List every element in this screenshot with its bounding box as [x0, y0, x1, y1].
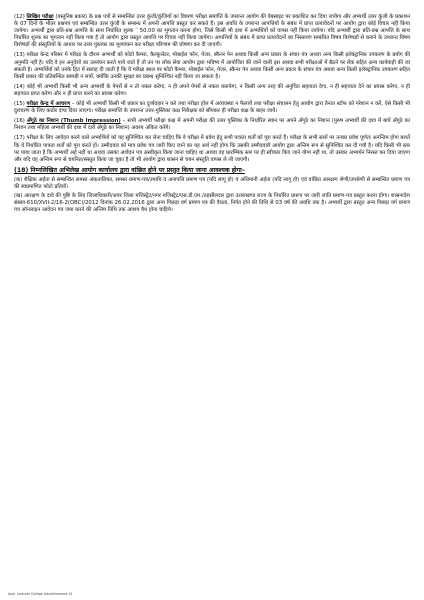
- section-text: – कोई भी अभ्यर्थी किसी भी प्रकार का दुर्व्यवहार न करे तथा परीक्षा हॉल में अव्यवस्था न फैलायें तथा परीक्षा संचालन हेतु आयोग द्वारा तैनात स्टॉफ को परेशान न करें, ऐसे किसी भी दुराचरण के लिए कठोर दण्ड दिया जाएगा। परीक्षा समाप्ति के उपरान्त उत्तर-पुस्तिका कक्ष निरीक्षक को सौंपकर ही परीक्षा कक्ष के बाहर जायें।: [14, 101, 411, 115]
- section-14: [14, 84, 410, 98]
- section-17: [14, 135, 410, 163]
- section-heading: लिखित परीक्षा: [26, 14, 54, 20]
- section-heading: निम्नलिखित अभिलेख आयोग कार्यालय द्वारा वांछित होने पर प्रस्तुत किया जाना आवश्यक होगा–: [30, 166, 245, 174]
- section-16: [14, 118, 410, 132]
- section-18: [14, 167, 410, 214]
- list-item: [14, 177, 410, 191]
- section-number: (13): [14, 52, 25, 59]
- page-footer: Asst. Lecturer College Advertisement-14: [8, 592, 73, 596]
- section-number: (17): [14, 135, 25, 142]
- section-text: कोई भी अभ्यर्थी किसी भी अन्य अभ्यर्थी के पेपरों से न तो नकल करेगा, न ही अपने पेपरों से नकल करायेगा, न किसी अन्य तरह की अनुचित सहायता देगा, न ही सहायता देने का प्रयास करेगा, न ही सहायता प्राप्त करेगा और न ही प्राप्त करने का प्रयास करेगा।: [14, 83, 410, 97]
- section-15: [14, 101, 410, 115]
- list-item: [14, 193, 410, 214]
- section-number: (14): [14, 83, 25, 90]
- section-text: – सभी अभ्यर्थी परीक्षा कक्ष में अपनी परीक्षा की उत्तर पुस्तिका के निर्धारित स्थान पर अपने अँगूठे का निशान (पुरुष अभ्यर्थी की दशा में बायें अँगूठे का निशान तथा महिला अभ्यर्थी की दशा में दायें अँगूठे का निशान) अवश्य अंकित करेंगे।: [14, 118, 411, 132]
- section-number: (15): [14, 101, 25, 108]
- section-text: परीक्षा केन्द्र परिसर में परीक्षा के दौरान अभ्यर्थी को फोटो कैमरा, कैल्कुलेटर, मोबाईल फोन, पेजर, स्कैनर पेन अथवा किसी अन्य प्रकार के संचार यंत्र अथवा अन्य किसी इलेक्ट्रानिक उपकरण के प्रयोग की अनुमति नहीं है। यदि वे इन अनुदेशों का उल्लंघन करते पाये जाते हैं तो उन पर लोक सेवा आयोग द्वारा भविष्य में आयोजित की जाने वाली इस अथवा सभी परीक्षाओं में बैठने पर रोक सहित अन्य कार्यवाही की जा सकती है। अभ्यर्थियों को उनके हित में सलाह दी जाती है कि वे परीक्षा स्थल पर फोटो कैमरा, मोबाईल फोन, पेजर, स्कैनर पेन अथवा किसी अन्य प्रकार के संचार यंत्र अथवा अन्य किसी इलेक्ट्रानिक उपकरण सहित किसी प्रकार की प्रतिबन्धित सामग्री न लायें, क्योंकि उनकी सुरक्षा का प्रबन्ध सुनिश्चित नहीं किया जा सकता है।: [14, 52, 410, 80]
- section-text: (वस्तुनिष्ठ प्रकार) के प्रश्न पत्रों से सम्बन्धित उत्तर कुंजी/कुंजियों का विवरण परीक्षा समाप्ति के उपरान्त आयोग की वेबसाइट पर प्रकाशित कर दिया जायेगा और अभ्यर्थी उत्तर कुंजी के प्रकाशन के 07 दिनों के भीतर प्रश्नपत्र एवं सम्बन्धित उत्तर कुंजी के सम्बन्ध में अपनी आपत्ति प्रस्तुत कर सकते हैं। इस अवधि के उपरान्त आपत्तियों के संबंध में प्राप्त प्रत्यावेदनों पर आयोग द्वारा कोई विचार नहीं किया जायेगा। अभ्यर्थी द्वारा प्रति-प्रश्न आपत्ति के साथ निर्धारित शुल्क ` 50.00 का भुगतान करना होगा, जिसे किसी भी दशा में अभ्यर्थियों को वापस नहीं किया जायेगा। यदि अभ्यर्थी द्वारा प्रति-प्रश्न आपत्ति के साथ निर्धारित शुल्क का भुगतान नहीं किया गया है तो आयोग द्वारा प्रस्तुत आपत्ति पर विचार नहीं किया जायेगा। आपत्तियों के संबंध में प्राप्त प्रत्यावेदनों का निस्तारण सम्बंधित विषय विशेषज्ञों से कराने के उपरान्त विषय विशेषज्ञों की संस्तुतियों के आधार पर उत्तर पुस्तका का मूल्यांकन कर परीक्षा परिणाम की घोषणा कर दी जाएगी।: [14, 14, 411, 49]
- section-number: (18): [14, 166, 29, 174]
- item-number: (क): [14, 176, 23, 183]
- document-page: [14, 14, 410, 217]
- section-13: [14, 52, 410, 80]
- item-text: शैक्षिक अर्हता से सम्बन्धित समस्त अंकतालिका, समस्त प्रमाण-पत्र/उपाधि व अनापत्ति प्रमाण पत्र (यदि लागू हो) व अधिमानी अर्हता (यदि लागू हो) एवं वांछित आरक्षण श्रेणी/उपश्रेणी से सम्बन्धित प्रमाण पत्र की स्वप्रमाणित फोटो प्रतियाँ।: [14, 176, 411, 190]
- section-text: परीक्षा के लिए आवेदन करने वाले अभ्यर्थियों को यह सुनिश्चित कर लेना चाहिए कि वे परीक्षा में प्रवेश हेतु सभी पात्रता शर्तों को पूरा करते हैं। परीक्षा के सभी स्तरों पर उनका प्रवेश पूर्णतः अनन्तिम होगा बशर्ते कि वे निर्धारित पात्रता शर्तों को पूरा करते हों। उम्मीदवार को मात्र प्रवेश पत्र जारी किए जाने का यह अर्थ नहीं होगा कि उसकी उम्मीदवारी आयोग द्वारा अन्तिम रूप से सुनिश्चित कर दी गयी है। यदि किसी भी स्तर पर पाया जाता है कि अभ्यर्थी अर्ह नहीं था अथवा उसका आवेदन पत्र अस्वीकृत किया जाना चाहिए था अथवा वह प्रारम्भिक स्तर पर ही स्वीकार किए जाने योग्य नहीं था, तो उसका अभ्यर्थन निरस्त कर दिया जाएगा और यदि वह अन्तिम रूप से चयनित/संस्तुत किया जा चुका है तो भी आयोग द्वारा शासन से चयन संस्तुति वापस ले ली जाएगी।: [14, 135, 410, 163]
- section-heading: अँगूठे का निशान (Thumb Impression): [26, 118, 121, 125]
- item-text: आरक्षण के दावे की पुष्टि के लिए जिलाधिकारी/अपर जिला मजिस्ट्रेट/नगर मजिस्ट्रेट/एस.डी.एम./तहसीलदार द्वारा उत्तराखण्ड राज्य के निर्धारित प्रारूप पर जारी जाति प्रमाण-पत्र प्रस्तुत करना होगा। शासनादेश संख्या-610/XVII-2/16-2(OBC)/2012 दिनांक 26.02.2016 द्वारा अन्य पिछड़ा वर्ग प्रमाण पत्र की वैधता, निर्गत होने की तिथि से 03 वर्ष की अवधि तक है। अभ्यर्थी द्वारा प्रस्तुत अन्य पिछड़ा वर्ग प्रमाण पत्र ऑनलाइन आवेदन पत्र जमा करने की अन्तिम तिथि तक अवश्य वैध होना चाहिये।: [14, 192, 410, 214]
- section-heading: परीक्षा केन्द्र में आचरण: [26, 101, 71, 108]
- section-number: (16): [14, 118, 25, 125]
- item-number: (ख): [14, 192, 23, 199]
- section-12: [14, 14, 410, 49]
- section-number: (12): [14, 14, 25, 20]
